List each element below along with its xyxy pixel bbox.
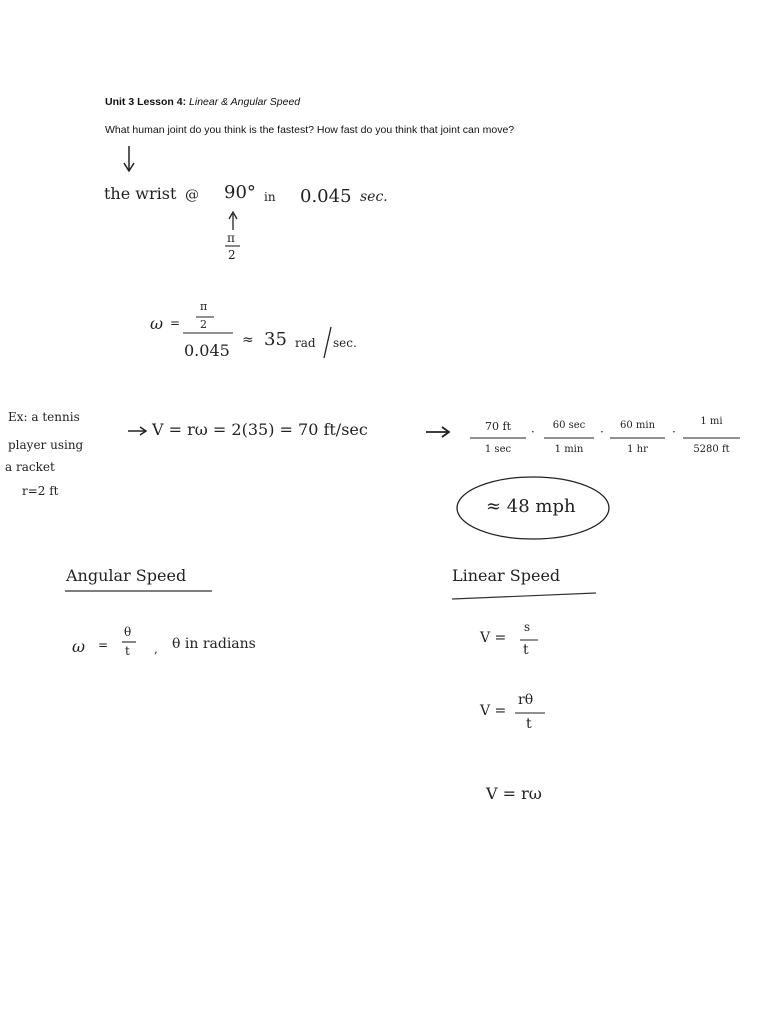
omega-result: 35 bbox=[264, 329, 287, 350]
angular-num: θ bbox=[124, 625, 132, 639]
linear-heading-underline bbox=[452, 593, 596, 599]
wrist-time: 0.045 bbox=[300, 186, 352, 207]
conv-dot-3: · bbox=[672, 425, 676, 439]
example-note-2: player using bbox=[8, 438, 84, 452]
linear-f1-num: s bbox=[524, 620, 531, 634]
warmup-question: What human joint do you think is the fastest? How fast do you think that joint can move? bbox=[105, 124, 515, 136]
omega-equals: = bbox=[170, 316, 181, 330]
conv-den-4: 5280 ft bbox=[693, 444, 730, 455]
linear-f2-den: t bbox=[526, 716, 532, 732]
conv-num-4: 1 mi bbox=[700, 416, 723, 427]
v-equation: V = rω = 2(35) = 70 ft/sec bbox=[152, 420, 368, 439]
linear-f3: V = rω bbox=[486, 784, 542, 803]
linear-f2-num: rθ bbox=[518, 692, 534, 708]
in-word: in bbox=[264, 190, 276, 204]
omega-num-pi: π bbox=[200, 300, 208, 313]
wrist-angle: 90° bbox=[224, 182, 256, 203]
conv-num-2: 60 sec bbox=[552, 420, 586, 431]
conv-num-1: 70 ft bbox=[485, 420, 511, 433]
angular-equals: = bbox=[98, 638, 109, 652]
wrist-answer: the wrist bbox=[104, 184, 177, 203]
conv-den-1: 1 sec bbox=[484, 444, 512, 455]
conv-den-3: 1 hr bbox=[627, 444, 648, 455]
omega-den: 0.045 bbox=[184, 341, 230, 360]
mph-result: ≈ 48 mph bbox=[486, 496, 576, 517]
lesson-title-bold: Unit 3 Lesson 4: bbox=[105, 96, 187, 108]
rad-unit: rad bbox=[295, 336, 316, 350]
linear-f2-lhs: V = bbox=[480, 703, 507, 719]
lesson-title-italic: Linear & Angular Speed bbox=[189, 96, 301, 108]
approx-symbol: ≈ bbox=[242, 332, 254, 348]
angular-omega: ω bbox=[72, 637, 86, 656]
pi-den: 2 bbox=[228, 248, 236, 262]
conv-num-3: 60 min bbox=[619, 420, 656, 431]
angular-den: t bbox=[125, 644, 130, 658]
linear-f1-lhs: V = bbox=[480, 630, 507, 646]
angular-theta-note: θ in radians bbox=[172, 636, 256, 652]
conv-dot-1: · bbox=[531, 425, 535, 439]
conv-den-2: 1 min bbox=[554, 444, 584, 455]
wrist-time-unit: sec. bbox=[360, 189, 388, 205]
angular-comma: , bbox=[154, 642, 158, 656]
angular-heading: Angular Speed bbox=[66, 566, 187, 585]
linear-heading: Linear Speed bbox=[452, 566, 561, 585]
sec-unit: sec. bbox=[333, 336, 357, 350]
conv-dot-2: · bbox=[600, 425, 604, 439]
example-note-3: a racket bbox=[5, 460, 55, 474]
example-note-4: r=2 ft bbox=[22, 484, 59, 498]
at-symbol: @ bbox=[185, 187, 199, 203]
example-note-1: Ex: a tennis bbox=[8, 410, 80, 424]
pi-num: π bbox=[227, 231, 235, 245]
omega-symbol: ω bbox=[150, 314, 164, 333]
omega-num-two: 2 bbox=[200, 318, 207, 331]
linear-f1-den: t bbox=[523, 642, 529, 658]
